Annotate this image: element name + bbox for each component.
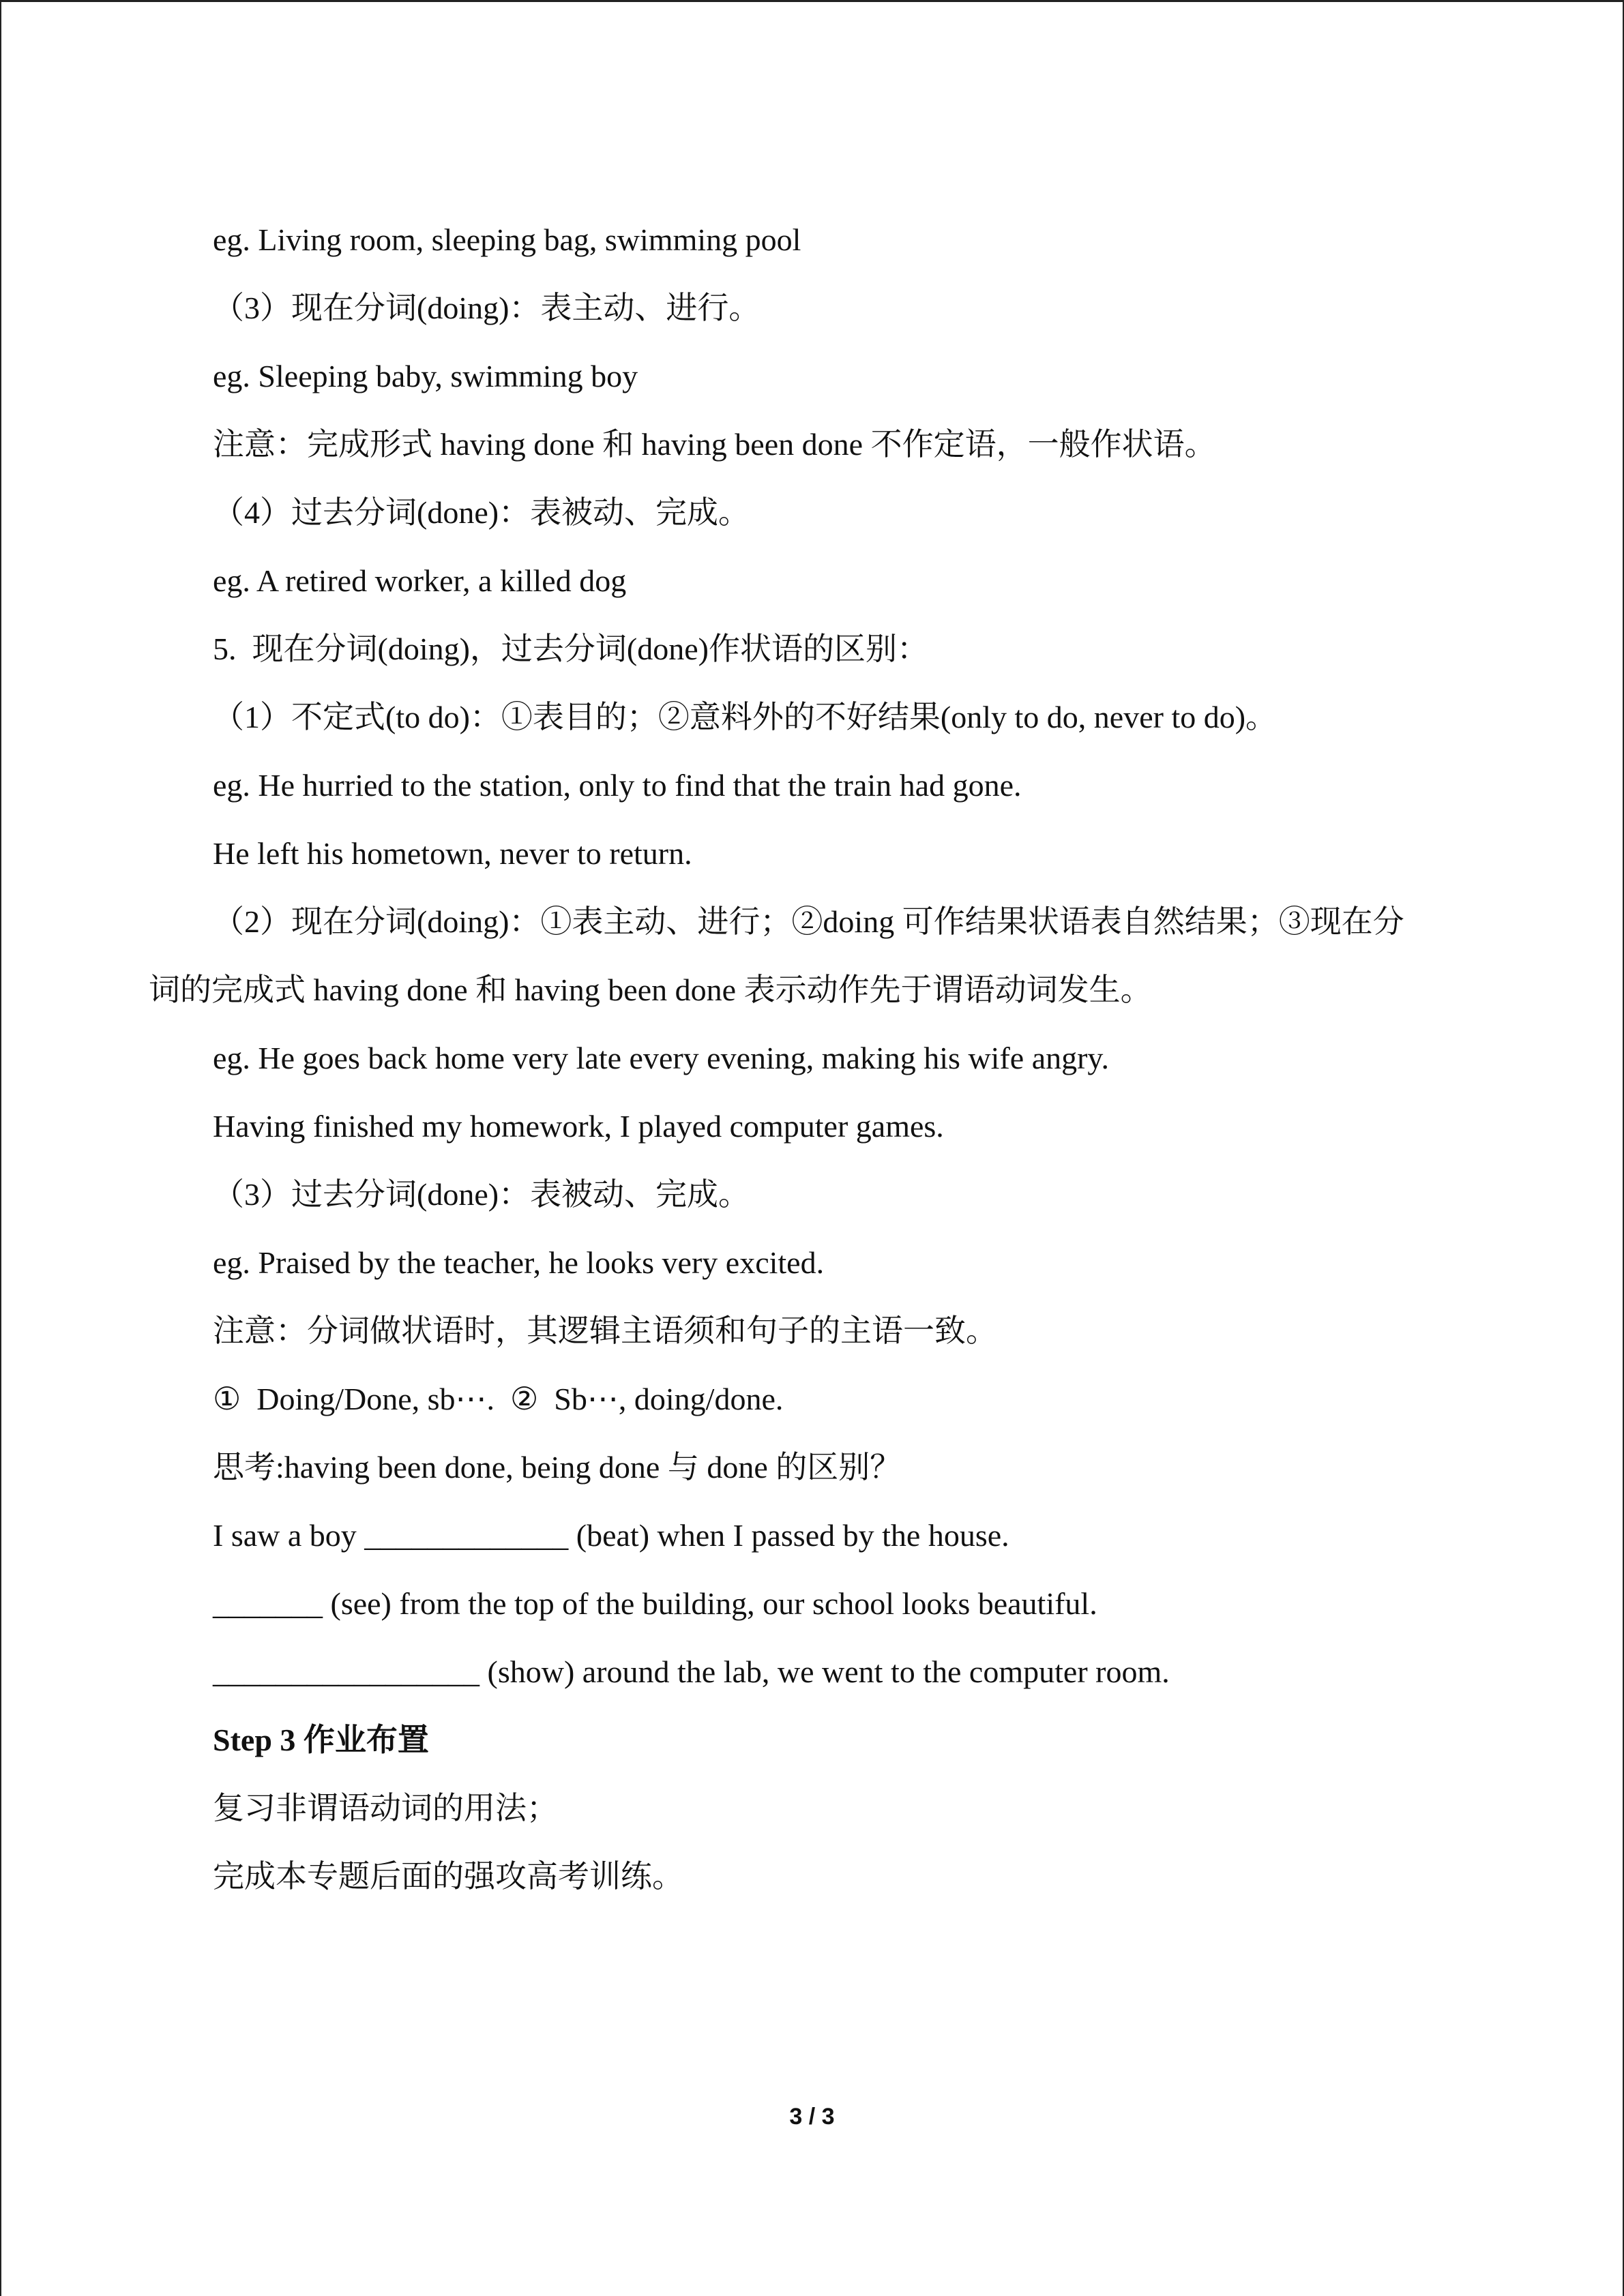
rule-item: （3）过去分词(done)：表被动、完成。 xyxy=(213,1177,750,1212)
example-line: He left his hometown, never to return. xyxy=(213,836,692,871)
note-line: 注意：完成形式 having done 和 having been done 不作定语，一般作状语。 xyxy=(213,427,1216,462)
example-line: eg. He goes back home very late every evening, making his wife angry. xyxy=(213,1041,1109,1075)
rule-item: （1）不定式(to do)：①表目的；②意料外的不好结果(only to do, never to do)。 xyxy=(213,700,1278,734)
exercise-line: _______ (see) from the top of the building, our school looks beautiful. xyxy=(213,1586,1097,1621)
homework-line: 完成本专题后面的强攻高考训练。 xyxy=(213,1859,683,1894)
exercise-line: I saw a boy _____________ (beat) when I passed by the house. xyxy=(213,1518,1009,1553)
note-line: 注意：分词做状语时，其逻辑主语须和句子的主语一致。 xyxy=(213,1313,997,1348)
section-heading: 5. 现在分词(doing)，过去分词(done)作状语的区别： xyxy=(213,631,928,666)
rule-item: （3）现在分词(doing)：表主动、进行。 xyxy=(213,290,761,325)
step-heading: Step 3 作业布置 xyxy=(213,1723,429,1757)
homework-line: 复习非谓语动词的用法； xyxy=(213,1791,558,1825)
example-line: eg. A retired worker, a killed dog xyxy=(213,563,627,598)
pattern-line: ① Doing/Done, sb⋯. ② Sb⋯, doing/done. xyxy=(213,1382,784,1416)
page-number: 3 / 3 xyxy=(789,2104,835,2130)
question-line: 思考:having been done, being done 与 done 的区别？ xyxy=(213,1450,902,1485)
example-line: Having finished my homework, I played computer games. xyxy=(213,1109,944,1144)
rule-item: （2）现在分词(doing)：①表主动、进行；②doing 可作结果状语表自然结果；③现在分 xyxy=(213,904,1404,939)
example-line: eg. Sleeping baby, swimming boy xyxy=(213,359,638,393)
example-line: eg. Living room, sleeping bag, swimming pool xyxy=(213,222,801,257)
example-line: eg. He hurried to the station, only to find that the train had gone. xyxy=(213,768,1022,803)
rule-item: （4）过去分词(done)：表被动、完成。 xyxy=(213,495,750,530)
example-line: eg. Praised by the teacher, he looks very excited. xyxy=(213,1245,825,1280)
rule-item-continuation: 词的完成式 having done 和 having been done 表示动作先于谓语动词发生。 xyxy=(149,972,1152,1007)
exercise-line: _________________ (show) around the lab, we went to the computer room. xyxy=(213,1654,1170,1689)
